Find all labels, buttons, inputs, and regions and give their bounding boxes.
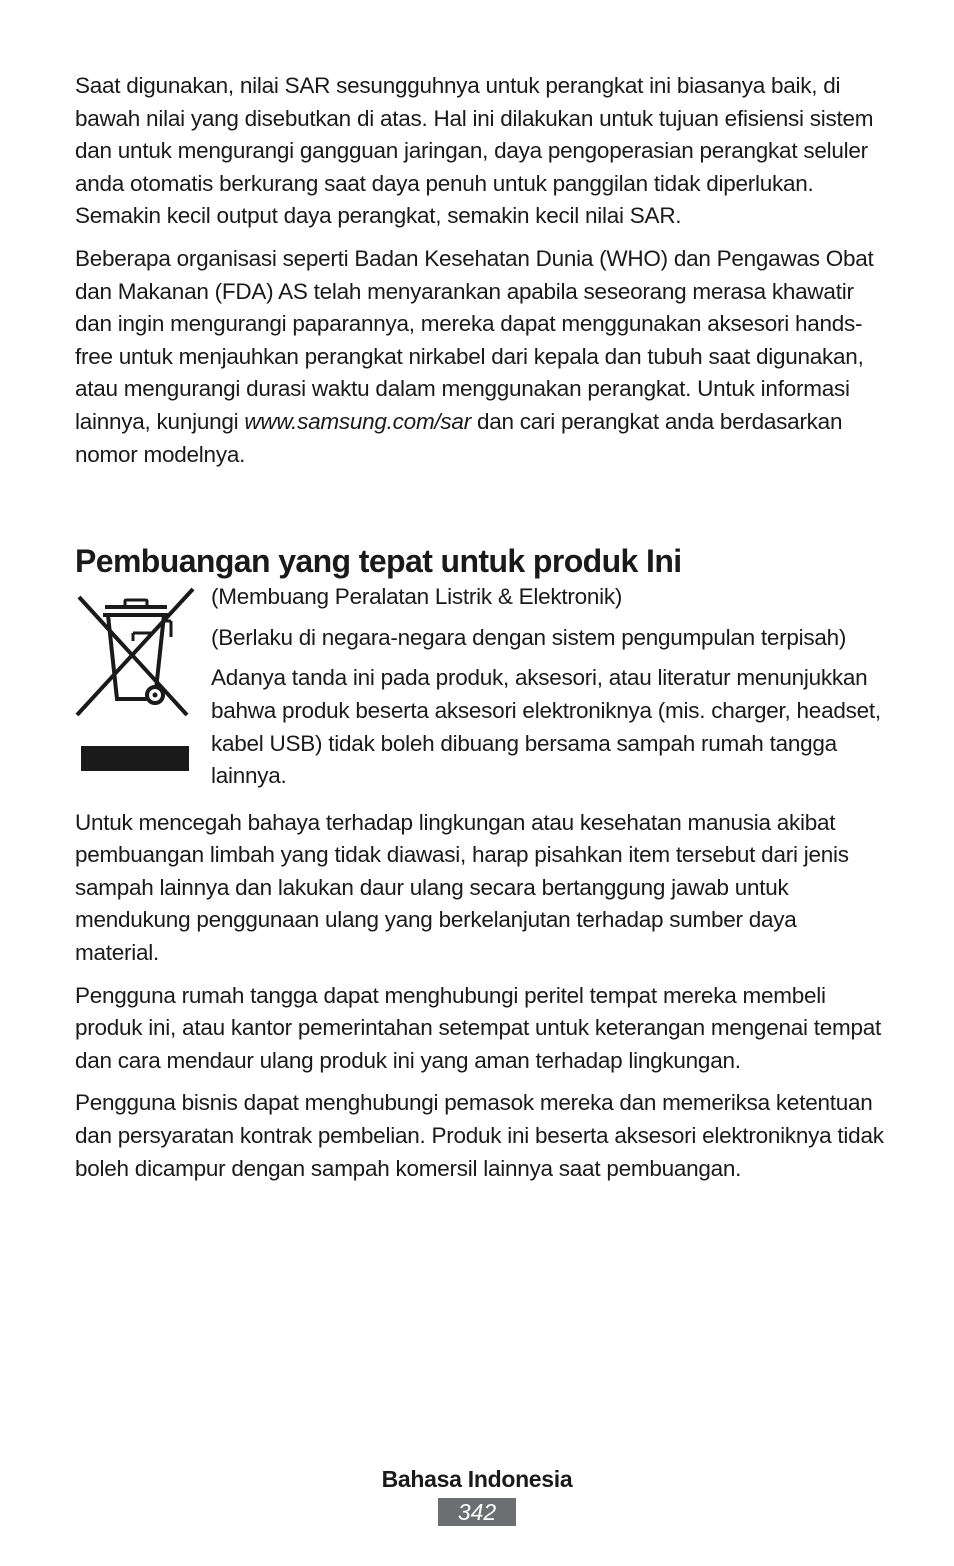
crossed-out-wheelie-bin-icon — [75, 587, 211, 787]
footer-language: Bahasa Indonesia — [381, 1466, 573, 1492]
business-users-paragraph: Pengguna bisnis dapat menghubungi pemasok mereka dan memeriksa ketentuan dan persyaratan kontrak pembelian. Produk ini beserta aksesori elektroniknya tidak boleh dicampur dengan sampah komersil lainnya saat pembuangan. — [75, 1090, 884, 1181]
weee-line-1: (Membuang Peralatan Listrik & Elektronik) — [211, 584, 623, 610]
household-users-paragraph: Pengguna rumah tangga dapat menghubungi peritel tempat mereka membeli produk ini, atau kantor pemerintahan setempat untuk keterangan mengenai tempat dan cara mendaur ulang produk ini yang aman terhadap lingkungan. — [75, 982, 882, 1073]
samsung-sar-link[interactable]: www.samsung.com/sar — [244, 408, 471, 434]
disposal-heading: Pembuangan yang tepat untuk produk Ini — [75, 543, 682, 580]
section-spacer — [75, 481, 885, 541]
who-fda-paragraph — [75, 243, 885, 471]
page-number-badge: 342 — [438, 1498, 516, 1526]
who-fda-text-end: dan cari perangkat anda berdasarkan nomor modelnya. — [75, 408, 843, 467]
weee-block — [75, 584, 885, 801]
weee-line-3: Adanya tanda ini pada produk, aksesori, atau literatur menunjukkan bahwa produk beserta aksesori elektroniknya (mis. charger, headset, kabel USB) tidak boleh dibuang bersama sampah rumah tangga lainnya. — [211, 665, 881, 789]
weee-line-2: (Berlaku di negara-negara dengan sistem pengumpulan terpisah) — [211, 624, 847, 650]
document-page — [75, 70, 885, 1195]
who-fda-text: Beberapa organisasi seperti Badan Kesehatan Dunia (WHO) dan Pengawas Obat dan Makanan (FDA) AS telah menyarankan apabila seseorang merasa khawatir dan ingin mengurangi paparannya, mereka dapat menggunakan aksesori hands-free untuk menjauhkan perangkat nirkabel dari kepala dan tubuh saat digunakan, atau mengurangi durasi waktu dalam menggunakan perangkat. Untuk informasi lainnya, kunjungi — [75, 245, 874, 434]
sar-paragraph: Saat digunakan, nilai SAR sesungguhnya untuk perangkat ini biasanya baik, di bawah nilai yang disebutkan di atas. Hal ini dilakukan untuk tujuan efisiensi sistem dan untuk mengurangi gangguan jaringan, daya pengoperasian perangkat seluler anda otomatis berkurang saat daya penuh untuk panggilan tidak diperlukan. Semakin kecil output daya perangkat, semakin kecil nilai SAR. — [75, 73, 874, 229]
weee-text — [211, 581, 885, 801]
environment-paragraph: Untuk mencegah bahaya terhadap lingkungan atau kesehatan manusia akibat pembuangan limbah yang tidak diawasi, harap pisahkan item tersebut dari jenis sampah lainnya dan lakukan daur ulang secara bertanggung jawab untuk mendukung penggunaan ulang yang berkelanjutan terhadap sumber daya material. — [75, 809, 849, 966]
page-footer — [0, 1462, 954, 1526]
